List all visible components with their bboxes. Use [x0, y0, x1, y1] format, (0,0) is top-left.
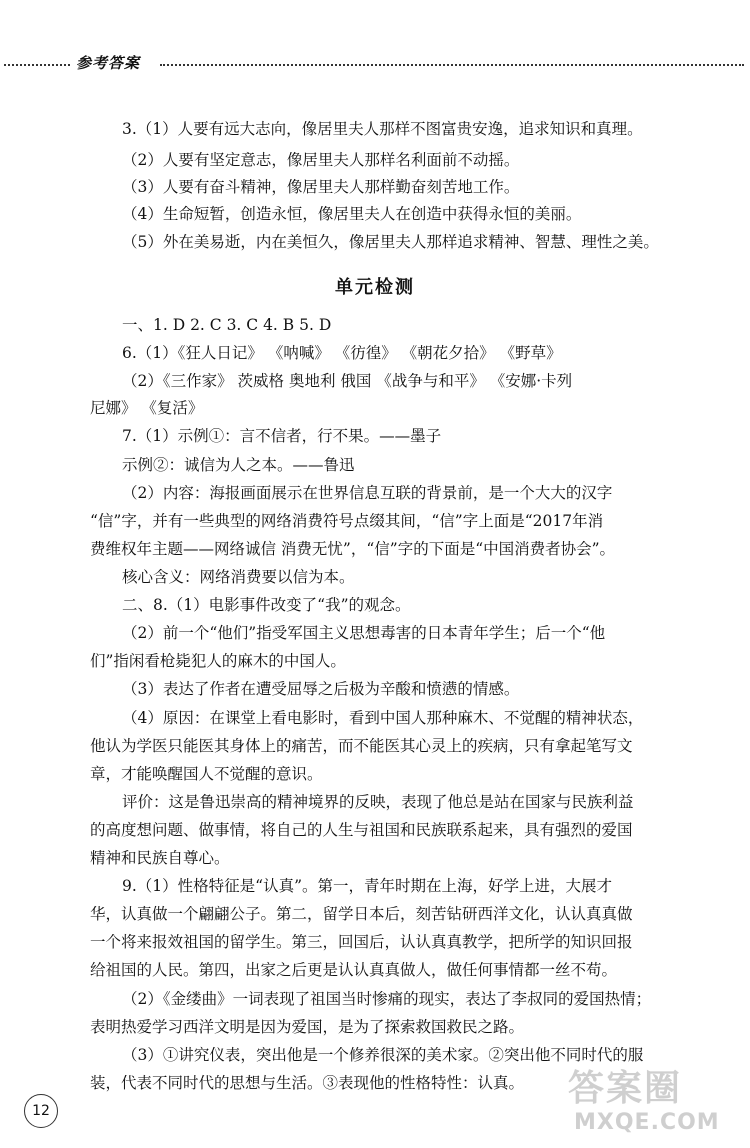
answer-line: 二、8.（1）电影事件改变了“我”的观念。	[122, 596, 411, 614]
watermark-logo	[568, 1060, 742, 1144]
answer-line: 一个将来报效祖国的留学生。第三，回国后，认认真真教学，把所学的知识回报	[90, 933, 633, 951]
answer-line: 示例②：诚信为人之本。——鲁迅	[122, 456, 355, 474]
answer-line: 给祖国的人民。第四，出家之后更是认认真真做人，做任何事情都一丝不苟。	[90, 961, 618, 979]
answer-line: （3）表达了作者在遭受屈辱之后极为辛酸和愤懑的情感。	[122, 680, 520, 698]
watermark-sub-text: MXQE.COM	[574, 1110, 720, 1135]
answer-line: （3）①讲究仪表，突出他是一个修养很深的美术家。②突出他不同时代的服	[122, 1046, 644, 1064]
answer-line: （4）生命短暂，创造永恒，像居里夫人在创造中获得永恒的美丽。	[122, 205, 582, 223]
section-title: 单元检测	[335, 277, 415, 298]
answer-line: （2）内容：海报画面展示在世界信息互联的背景前，是一个大大的汉字	[122, 484, 613, 502]
page-header	[0, 52, 750, 76]
answer-line: 尼娜》 《复活》	[90, 399, 204, 417]
answer-line: 9.（1）性格特征是“认真”。第一，青年时期在上海，好学上进，大展才	[122, 877, 613, 895]
answer-line: 他认为学医只能医其身体上的痛苦，而不能医其心灵上的疾病，只有拿起笔写文	[90, 737, 633, 755]
answer-line: 3.（1）人要有远大志向，像居里夫人那样不图富贵安逸，追求知识和真理。	[122, 120, 643, 138]
header-dotted-rule-right	[160, 64, 744, 66]
answer-line: （2）《三作家》 茨威格 奥地利 俄国 《战争与和平》 《安娜·卡列	[122, 372, 573, 390]
answer-line: （2）《金缕曲》一词表现了祖国当时惨痛的现实，表达了李叔同的爱国热情；	[122, 990, 652, 1008]
answer-line: （2）前一个“他们”指受军国主义思想毒害的日本青年学生；后一个“他	[122, 624, 606, 642]
answer-line: 核心含义：网络消费要以信为本。	[122, 568, 355, 586]
header-dotted-rule-left	[4, 64, 70, 66]
answer-line: （2）人要有坚定意志，像居里夫人那样名利面前不动摇。	[122, 151, 520, 169]
answer-line: （5）外在美易逝，内在美恒久，像居里夫人那样追求精神、智慧、理性之美。	[122, 233, 659, 251]
answer-line: 精神和民族自尊心。	[90, 849, 230, 867]
answer-line: “信”字，并有一些典型的网络消费符号点缀其间，“信”字上面是“2017年消	[90, 512, 604, 530]
answer-line: 华，认真做一个翩翩公子。第二，留学日本后，刻苦钻研西洋文化，认认真真做	[90, 905, 633, 923]
answer-line: 装，代表不同时代的思想与生活。③表现他的性格特性：认真。	[90, 1074, 525, 1092]
answer-line: 表明热爱学习西洋文明是因为爱国，是为了探索救国救民之路。	[90, 1018, 525, 1036]
header-title: 参考答案	[76, 54, 141, 72]
answer-line: 7.（1）示例①：言不信者，行不果。——墨子	[122, 427, 442, 445]
answer-line: 费维权年主题——网络诚信 消费无忧”，“信”字的下面是“中国消费者协会”。	[90, 540, 616, 558]
watermark-main-text: 答案圈	[568, 1068, 683, 1109]
answer-line: 评价：这是鲁迅崇高的精神境界的反映，表现了他总是站在国家与民族利益	[122, 793, 634, 811]
page-number: 12	[24, 1094, 58, 1128]
answer-line: （4）原因：在课堂上看电影时，看到中国人那种麻木、不觉醒的精神状态，	[122, 709, 644, 727]
answer-line: 的高度想问题、做事情，将自己的人生与祖国和民族联系起来，具有强烈的爱国	[90, 821, 633, 839]
answer-line: 们”指闲看枪毙犯人的麻木的中国人。	[90, 652, 346, 670]
answer-line: 一、1. D 2. C 3. C 4. B 5. D	[122, 316, 332, 334]
answer-line: （3）人要有奋斗精神，像居里夫人那样勤奋刻苦地工作。	[122, 178, 520, 196]
answer-line: 6.（1）《狂人日记》 《呐喊》 《彷徨》 《朝花夕拾》 《野草》	[122, 344, 562, 362]
answer-line: 章，才能唤醒国人不觉醒的意识。	[90, 765, 323, 783]
